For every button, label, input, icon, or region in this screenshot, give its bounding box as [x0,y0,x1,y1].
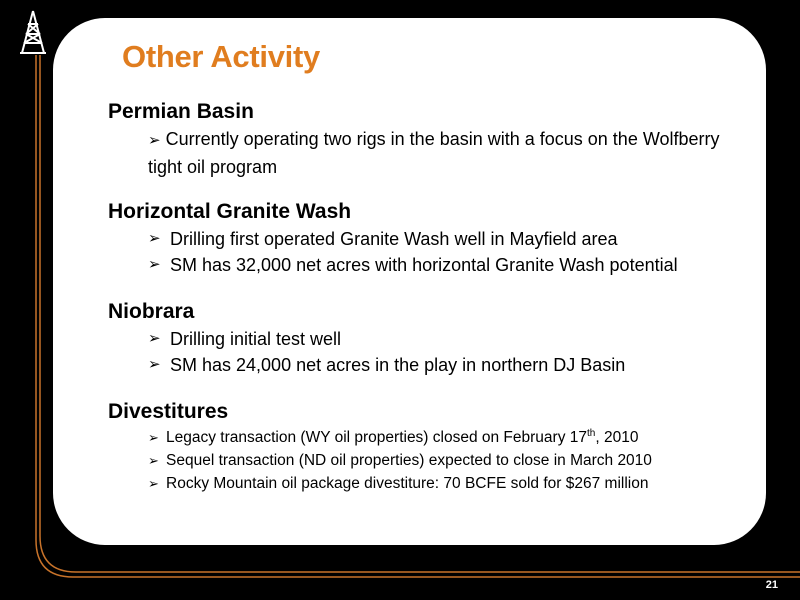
section-heading: Horizontal Granite Wash [108,200,352,223]
arrow-bullet-icon: ➢ [148,476,159,491]
bullet-list [108,126,758,180]
section-divestitures [108,398,758,495]
arrow-bullet-icon: ➢ [148,132,161,149]
bullet-item [148,426,758,449]
bullet-superscript: th [587,427,596,439]
section-niobrara [108,298,758,378]
section-heading: Permian Basin [108,100,254,123]
arrow-bullet-icon: ➢ [148,453,159,468]
arrow-bullet-icon: ➢ [148,256,161,273]
bullet-text: SM has 32,000 net acres with horizontal Granite Wash potential [170,255,678,275]
slide-content [108,98,758,495]
bullet-text: Drilling first operated Granite Wash well in Mayfield area [170,229,618,249]
arrow-bullet-icon: ➢ [148,230,161,247]
section-heading: Niobrara [108,300,195,323]
bullet-text: Rocky Mountain oil package divestiture: 70 BCFE sold for $267 million [166,475,649,492]
bullet-text: Legacy transaction (WY oil properties) closed on February 17 [166,429,588,446]
arrow-bullet-icon: ➢ [148,330,161,347]
bullet-text: Sequel transaction (ND oil properties) expected to close in March 2010 [166,452,652,469]
bullet-item [148,449,758,472]
bullet-list [108,426,758,495]
slide-title: Other Activity [122,39,320,74]
bullet-list [108,226,758,278]
page-number: 21 [765,579,778,591]
bullet-item [148,352,758,378]
section-horizontal-granite-wash [108,198,758,278]
arrow-bullet-icon: ➢ [148,356,161,373]
bullet-item [148,472,758,495]
bullet-text: , 2010 [595,429,639,446]
bullet-item [148,252,758,278]
bullet-list [108,326,758,378]
bullet-item [148,326,758,352]
section-permian-basin [108,98,758,180]
bullet-text: SM has 24,000 net acres in the play in northern DJ Basin [170,355,626,375]
oil-derrick-icon [18,10,48,54]
bullet-text: Drilling initial test well [170,329,342,349]
section-heading: Divestitures [108,400,229,423]
bullet-item [148,126,738,180]
bullet-text: Currently operating two rigs in the basin with a focus on the Wolfberry tight oil program [148,129,720,177]
arrow-bullet-icon: ➢ [148,430,159,445]
bullet-item [148,226,758,252]
